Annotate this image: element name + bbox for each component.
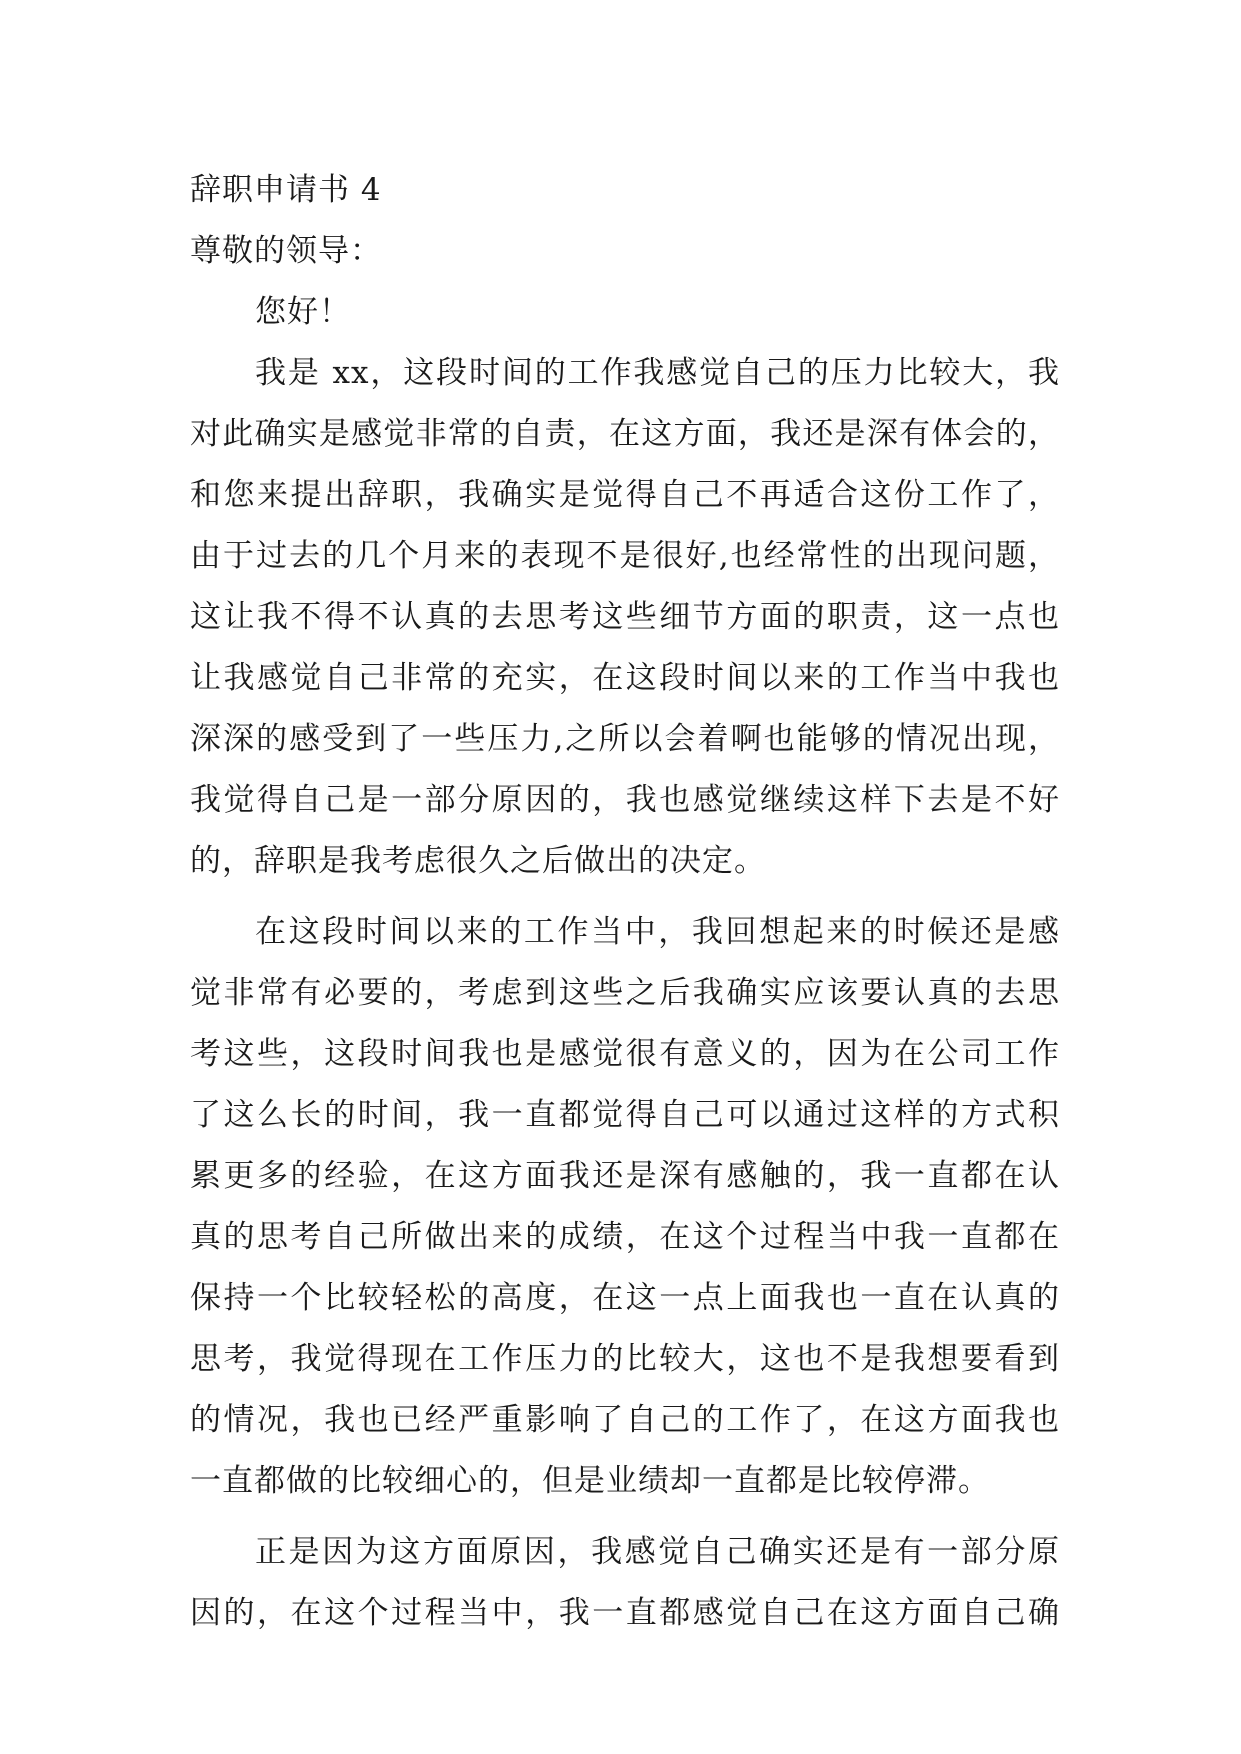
paragraph-2 — [190, 902, 1060, 1512]
greeting: 您好！ — [255, 294, 351, 330]
paragraph-line: 由于过去的几个月来的表现不是很好,也经常性的出现问题， — [190, 538, 1060, 574]
paragraph-line: 在这段时间以来的工作当中，我回想起来的时候还是感 — [255, 914, 1060, 950]
paragraph-line: 让我感觉自己非常的充实，在这段时间以来的工作当中我也 — [190, 660, 1060, 696]
paragraph-line: 对此确实是感觉非常的自责，在这方面，我还是深有体会的， — [190, 416, 1060, 452]
document-title: 辞职申请书 4 — [190, 172, 382, 208]
paragraph-line: 这让我不得不认真的去思考这些细节方面的职责，这一点也 — [190, 599, 1060, 635]
paragraph-line: 和您来提出辞职，我确实是觉得自己不再适合这份工作了， — [190, 477, 1060, 513]
paragraph-line: 的情况，我也已经严重影响了自己的工作了，在这方面我也 — [190, 1402, 1060, 1438]
paragraph-1 — [190, 343, 1060, 892]
paragraph-line: 一直都做的比较细心的，但是业绩却一直都是比较停滞。 — [190, 1463, 990, 1499]
paragraph-line: 思考，我觉得现在工作压力的比较大，这也不是我想要看到 — [190, 1341, 1060, 1377]
paragraph-line: 因的，在这个过程当中，我一直都感觉自己在这方面自己确 — [190, 1595, 1060, 1631]
salutation: 尊敬的领导： — [190, 233, 382, 269]
paragraph-line: 我是 xx，这段时间的工作我感觉自己的压力比较大，我 — [255, 355, 1060, 391]
document-page — [190, 160, 1060, 1644]
paragraph-line: 的，辞职是我考虑很久之后做出的决定。 — [190, 843, 766, 879]
paragraph-line: 了这么长的时间，我一直都觉得自己可以通过这样的方式积 — [190, 1097, 1060, 1133]
paragraph-line: 累更多的经验，在这方面我还是深有感触的，我一直都在认 — [190, 1158, 1060, 1194]
paragraph-3 — [190, 1522, 1060, 1644]
paragraph-line: 真的思考自己所做出来的成绩，在这个过程当中我一直都在 — [190, 1219, 1060, 1255]
paragraph-line: 觉非常有必要的，考虑到这些之后我确实应该要认真的去思 — [190, 975, 1060, 1011]
paragraph-line: 我觉得自己是一部分原因的，我也感觉继续这样下去是不好 — [190, 782, 1060, 818]
paragraph-line: 深深的感受到了一些压力,之所以会着啊也能够的情况出现， — [190, 721, 1060, 757]
paragraph-line: 考这些，这段时间我也是感觉很有意义的，因为在公司工作 — [190, 1036, 1060, 1072]
paragraph-line: 保持一个比较轻松的高度，在这一点上面我也一直在认真的 — [190, 1280, 1060, 1316]
paragraph-line: 正是因为这方面原因，我感觉自己确实还是有一部分原 — [255, 1534, 1060, 1570]
